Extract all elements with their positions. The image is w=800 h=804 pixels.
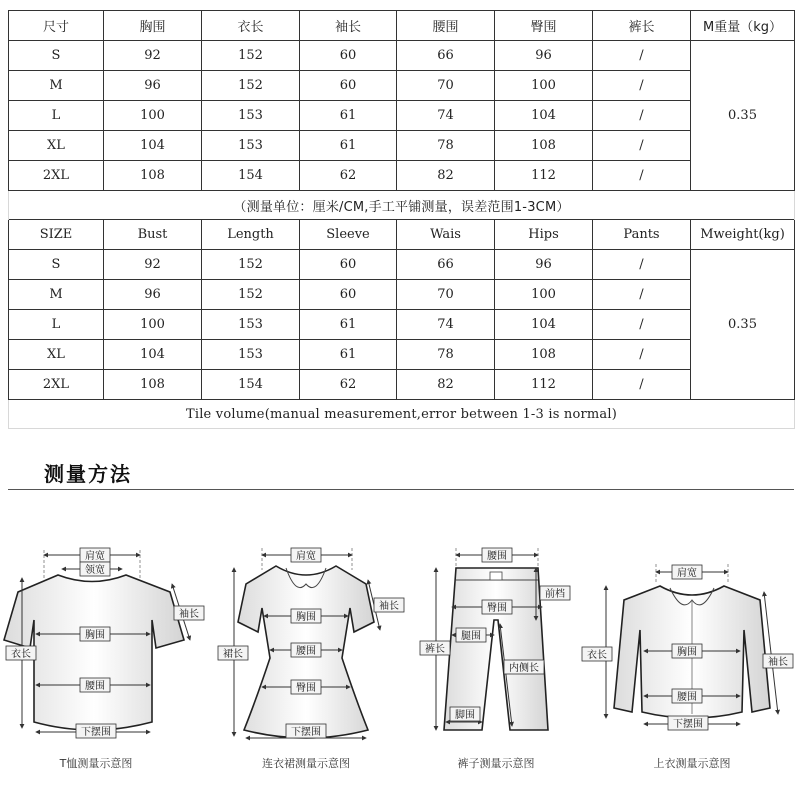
tshirt-label-hem: 下摆围 xyxy=(81,727,111,738)
table-header-row xyxy=(9,220,795,250)
table-cell: XL xyxy=(9,340,104,370)
table-row xyxy=(9,250,795,280)
table-row xyxy=(9,101,795,131)
table-header-row xyxy=(9,11,795,41)
pants-label-leg-opening: 脚围 xyxy=(455,710,475,721)
table-cell: 153 xyxy=(202,340,300,370)
top-label-shoulder: 肩宽 xyxy=(677,568,697,579)
table-note-row xyxy=(9,400,795,429)
table-cell: 82 xyxy=(397,161,495,191)
table-cell: 82 xyxy=(397,370,495,400)
table-note-row xyxy=(9,191,795,220)
dress-label-skirt-length: 裙长 xyxy=(223,649,243,660)
tshirt-diagram xyxy=(4,548,204,770)
table-header-cell: 尺寸 xyxy=(9,11,104,41)
table-cell: 104 xyxy=(495,101,593,131)
table-cell: 61 xyxy=(300,340,397,370)
table-cell: 153 xyxy=(202,101,300,131)
table-cell: 60 xyxy=(300,71,397,101)
dress-label-waist: 腰围 xyxy=(296,646,316,657)
table-cell: 112 xyxy=(495,161,593,191)
table-cell: 104 xyxy=(495,310,593,340)
tshirt-label-collar: 领宽 xyxy=(85,565,105,576)
table-cell: 96 xyxy=(495,250,593,280)
table-cell: 74 xyxy=(397,310,495,340)
table-cell: 66 xyxy=(397,250,495,280)
table-row xyxy=(9,340,795,370)
table-cell: / xyxy=(593,310,691,340)
table-cell: XL xyxy=(9,131,104,161)
table-row xyxy=(9,161,795,191)
table-cell: 104 xyxy=(104,131,202,161)
table-header-cell: Pants xyxy=(593,220,691,250)
table-row xyxy=(9,131,795,161)
table-cell: 152 xyxy=(202,280,300,310)
table-cell: 104 xyxy=(104,340,202,370)
weight-cell: 0.35 xyxy=(691,41,795,191)
pants-diagram xyxy=(420,548,570,770)
table-header-cell: 腰围 xyxy=(397,11,495,41)
tshirt-label-sleeve: 袖长 xyxy=(179,609,199,620)
table-header-cell: 胸围 xyxy=(104,11,202,41)
table-header-cell: Length xyxy=(202,220,300,250)
measurement-diagrams xyxy=(0,500,800,800)
dress-diagram xyxy=(218,548,404,770)
top-label-bust: 胸围 xyxy=(677,647,697,658)
top-label-sleeve: 袖长 xyxy=(768,657,788,668)
measurement-note: （测量单位：厘米/CM,手工平铺测量，误差范围1-3CM） xyxy=(9,191,795,220)
dress-label-hips: 臀围 xyxy=(296,683,316,694)
section-divider xyxy=(8,489,794,490)
table-cell: 100 xyxy=(495,71,593,101)
table-cell: / xyxy=(593,340,691,370)
table-cell: / xyxy=(593,71,691,101)
size-table xyxy=(8,10,795,429)
table-cell: 70 xyxy=(397,280,495,310)
pants-label-waist: 腰围 xyxy=(487,551,507,562)
dress-label-shoulder: 肩宽 xyxy=(296,551,316,562)
table-cell: 96 xyxy=(104,280,202,310)
tshirt-label-bust: 胸围 xyxy=(85,630,105,641)
table-cell: L xyxy=(9,310,104,340)
tshirt-label-length: 衣长 xyxy=(11,649,31,660)
table-header-cell: Hips xyxy=(495,220,593,250)
table-cell: 92 xyxy=(104,250,202,280)
table-cell: L xyxy=(9,101,104,131)
table-cell: / xyxy=(593,280,691,310)
table-cell: 100 xyxy=(495,280,593,310)
table-cell: 108 xyxy=(495,340,593,370)
table-cell: S xyxy=(9,41,104,71)
section-title-measuring-method: 测量方法 xyxy=(44,462,132,486)
table-row xyxy=(9,310,795,340)
table-cell: 100 xyxy=(104,101,202,131)
dress-label-sleeve: 袖长 xyxy=(379,601,399,612)
table-row xyxy=(9,280,795,310)
table-cell: 108 xyxy=(104,370,202,400)
table-header-cell: 衣长 xyxy=(202,11,300,41)
table-cell: / xyxy=(593,131,691,161)
table-header-cell: Mweight(kg) xyxy=(691,220,795,250)
table-cell: 108 xyxy=(495,131,593,161)
weight-cell: 0.35 xyxy=(691,250,795,400)
table-cell: S xyxy=(9,250,104,280)
pants-label-thigh: 腿围 xyxy=(461,631,481,642)
table-cell: 70 xyxy=(397,71,495,101)
table-cell: 60 xyxy=(300,41,397,71)
table-cell: 96 xyxy=(495,41,593,71)
table-cell: 154 xyxy=(202,370,300,400)
pants-label-length: 裤长 xyxy=(425,644,445,655)
top-diagram xyxy=(582,564,793,770)
top-label-length: 衣长 xyxy=(587,650,607,661)
table-cell: 153 xyxy=(202,131,300,161)
table-cell: / xyxy=(593,161,691,191)
table-cell: 78 xyxy=(397,340,495,370)
table-cell: 62 xyxy=(300,370,397,400)
pants-label-inseam: 内侧长 xyxy=(509,663,539,674)
table-header-cell: 裤长 xyxy=(593,11,691,41)
table-row xyxy=(9,71,795,101)
table-cell: 152 xyxy=(202,250,300,280)
table-cell: M xyxy=(9,71,104,101)
pants-label-front-rise: 前档 xyxy=(545,589,565,600)
table-cell: 108 xyxy=(104,161,202,191)
table-header-cell: SIZE xyxy=(9,220,104,250)
table-cell: 66 xyxy=(397,41,495,71)
dress-label-hem: 下摆围 xyxy=(291,727,321,738)
tshirt-label-waist: 腰围 xyxy=(85,681,105,692)
table-cell: 100 xyxy=(104,310,202,340)
table-header-cell: Wais xyxy=(397,220,495,250)
table-row xyxy=(9,370,795,400)
tshirt-label-shoulder: 肩宽 xyxy=(85,551,105,562)
table-cell: / xyxy=(593,41,691,71)
table-cell: 154 xyxy=(202,161,300,191)
table-cell: 96 xyxy=(104,71,202,101)
measurement-note: Tile volume(manual measurement,error between 1-3 is normal) xyxy=(9,400,795,429)
table-cell: 60 xyxy=(300,280,397,310)
table-cell: 61 xyxy=(300,101,397,131)
table-cell: 152 xyxy=(202,71,300,101)
table-cell: M xyxy=(9,280,104,310)
table-cell: 60 xyxy=(300,250,397,280)
table-header-cell: Bust xyxy=(104,220,202,250)
table-cell: 62 xyxy=(300,161,397,191)
top-caption: 上衣测量示意图 xyxy=(653,757,731,770)
top-label-waist: 腰围 xyxy=(677,692,697,703)
dress-caption: 连衣裙测量示意图 xyxy=(262,757,350,770)
table-cell: 61 xyxy=(300,310,397,340)
table-cell: / xyxy=(593,250,691,280)
tshirt-caption: T恤测量示意图 xyxy=(59,757,133,770)
table-cell: 74 xyxy=(397,101,495,131)
pants-caption: 裤子测量示意图 xyxy=(457,757,535,770)
dress-label-bust: 胸围 xyxy=(296,612,316,623)
table-cell: 2XL xyxy=(9,370,104,400)
table-cell: / xyxy=(593,101,691,131)
table-header-cell: Sleeve xyxy=(300,220,397,250)
table-cell: 152 xyxy=(202,41,300,71)
pants-label-hips: 臀围 xyxy=(487,603,507,614)
table-row xyxy=(9,41,795,71)
table-header-cell: 臀围 xyxy=(495,11,593,41)
table-cell: 112 xyxy=(495,370,593,400)
table-header-cell: M重量（kg） xyxy=(691,11,795,41)
table-cell: 61 xyxy=(300,131,397,161)
table-cell: 92 xyxy=(104,41,202,71)
table-cell: / xyxy=(593,370,691,400)
top-label-hem: 下摆围 xyxy=(673,719,703,730)
size-chart xyxy=(8,10,794,429)
table-cell: 2XL xyxy=(9,161,104,191)
table-cell: 78 xyxy=(397,131,495,161)
table-header-cell: 袖长 xyxy=(300,11,397,41)
table-cell: 153 xyxy=(202,310,300,340)
